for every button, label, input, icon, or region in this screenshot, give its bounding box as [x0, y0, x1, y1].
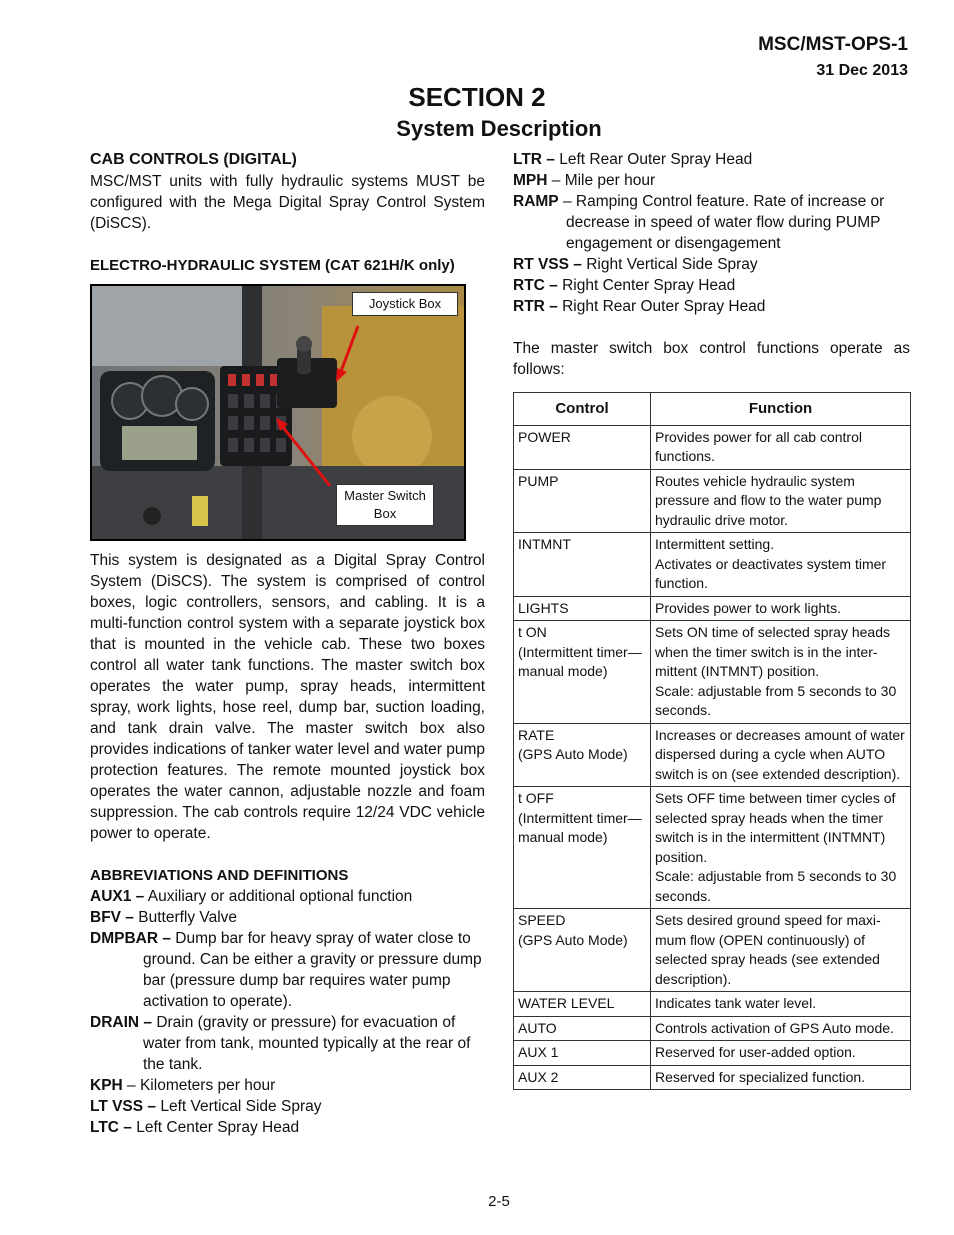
- table-row: [514, 469, 911, 533]
- abbreviation-item: [513, 254, 910, 275]
- abbreviation-definition: Left Center Spray Head: [136, 1119, 300, 1136]
- table-row: [514, 533, 911, 597]
- table-header-row: [514, 393, 911, 426]
- control-column-header: Control: [514, 393, 651, 426]
- abbreviations-list-right: [513, 149, 910, 317]
- abbreviation-term: MPH: [513, 172, 548, 189]
- function-cell: Sets desired ground speed for maxi-mum flow (OPEN continuously) of selected spray heads (see extended description).: [651, 909, 911, 992]
- function-cell: Intermittent setting. Activates or deactivates system timer function.: [651, 533, 911, 597]
- section-subtitle: System Description: [396, 116, 602, 141]
- abbreviation-term: LTR –: [513, 151, 555, 168]
- abbreviation-item: [513, 149, 910, 170]
- control-cell: SPEED (GPS Auto Mode): [514, 909, 651, 992]
- control-cell: LIGHTS: [514, 596, 651, 621]
- control-cell: t OFF (Intermittent timer—manual mode): [514, 787, 651, 909]
- control-function-table: [513, 392, 911, 1090]
- right-column: [513, 149, 910, 1090]
- abbreviation-term: RT VSS –: [513, 256, 582, 273]
- function-cell: Provides power to work lights.: [651, 596, 911, 621]
- table-row: [514, 787, 911, 909]
- abbreviation-term: RAMP: [513, 193, 559, 210]
- master-switch-intro: The master switch box control functions operate as follows:: [513, 340, 910, 378]
- abbreviation-item: [90, 907, 485, 928]
- joystick-box-callout: Joystick Box: [352, 292, 458, 316]
- function-cell: Routes vehicle hydraulic system pressure and flow to the water pump hydraulic drive motor.: [651, 469, 911, 533]
- table-row: [514, 723, 911, 787]
- control-cell: PUMP: [514, 469, 651, 533]
- abbreviation-definition: Dump bar for heavy spray of water close to ground. Can be either a gravity or pressure dump bar (pressure dump bar requires water pump activation to operate).: [143, 930, 482, 1010]
- function-cell: Increases or decreases amount of water dispersed during a cycle when AUTO switch is on (see extended description).: [651, 723, 911, 787]
- abbreviation-definition: Right Rear Outer Spray Head: [562, 298, 766, 315]
- electro-hydraulic-heading: ELECTRO-HYDRAULIC SYSTEM (CAT 621H/K only): [90, 257, 455, 274]
- control-cell: AUTO: [514, 1016, 651, 1041]
- function-column-header: Function: [651, 393, 911, 426]
- table-row: [514, 621, 911, 724]
- control-cell: t ON (Intermittent timer—manual mode): [514, 621, 651, 724]
- function-cell: Controls activation of GPS Auto mode.: [651, 1016, 911, 1041]
- abbreviation-term: LT VSS –: [90, 1098, 157, 1115]
- abbreviation-definition: Left Vertical Side Spray: [160, 1098, 322, 1115]
- function-cell: Indicates tank water level.: [651, 992, 911, 1017]
- abbreviation-definition: Right Center Spray Head: [562, 277, 736, 294]
- table-row: [514, 1065, 911, 1090]
- abbreviation-item: [513, 296, 910, 317]
- abbreviation-item: [90, 886, 485, 907]
- abbreviation-item: [513, 275, 910, 296]
- abbreviation-term: AUX1 –: [90, 888, 145, 905]
- abbreviation-term: DMPBAR –: [90, 930, 171, 947]
- abbreviation-definition: Drain (gravity or pressure) for evacuation of water from tank, mounted typically at the rear of the tank.: [143, 1014, 471, 1073]
- abbreviation-definition: Left Rear Outer Spray Head: [559, 151, 753, 168]
- section-title: SECTION 2: [408, 82, 546, 112]
- abbreviation-definition: – Ramping Control feature. Rate of increase or decrease in speed of water flow during PUMP engagement or disengagement: [562, 193, 885, 252]
- abbreviation-term: BFV –: [90, 909, 134, 926]
- control-cell: WATER LEVEL: [514, 992, 651, 1017]
- control-table-body: [514, 425, 911, 1090]
- abbreviation-item: [90, 1012, 485, 1075]
- control-cell: RATE (GPS Auto Mode): [514, 723, 651, 787]
- control-cell: INTMNT: [514, 533, 651, 597]
- abbreviation-definition: – Mile per hour: [551, 172, 656, 189]
- abbreviation-item: [90, 1096, 485, 1117]
- abbreviation-item: [90, 1117, 485, 1138]
- abbreviation-item: [513, 191, 910, 254]
- table-row: [514, 1016, 911, 1041]
- abbreviation-definition: Butterfly Valve: [138, 909, 238, 926]
- abbreviation-term: KPH: [90, 1077, 123, 1094]
- cab-controls-heading: CAB CONTROLS (DIGITAL): [90, 151, 297, 168]
- table-row: [514, 425, 911, 469]
- abbreviation-definition: Right Vertical Side Spray: [586, 256, 758, 273]
- page-number: 2-5: [488, 1193, 510, 1210]
- control-cell: AUX 1: [514, 1041, 651, 1066]
- control-cell: AUX 2: [514, 1065, 651, 1090]
- table-row: [514, 1041, 911, 1066]
- document-date: 31 Dec 2013: [816, 62, 908, 79]
- left-column: [90, 149, 485, 1138]
- abbreviation-term: RTR –: [513, 298, 558, 315]
- system-description-body: This system is designated as a Digital Spray Control System (DiSCS). The system is comprised of control boxes, logic controllers, sensors, and cabling. It is a multi-function control system with a separate joystick box that is mounted in the vehicle cab. These two boxes control all water tank functions. The master switch box operates the water pump, spray heads, intermittent spray, work lights, hose reel, dump bar, suction loading, and tank drain valve. The master switch box also provides indications of tanker water level and water pump protection features. The remote mounted joystick box operates the water cannon, adjustable nozzle and foam suppression. The cab controls require 12/24 VDC vehicle power to operate.: [90, 552, 485, 842]
- abbreviation-definition: – Kilometers per hour: [127, 1077, 276, 1094]
- function-cell: Provides power for all cab control functions.: [651, 425, 911, 469]
- function-cell: Sets OFF time between timer cycles of selected spray heads when the timer switch is in the intermittent (INTMNT) position. Scale: adjustable from 5 seconds to 30 seconds.: [651, 787, 911, 909]
- document-id: MSC/MST-OPS-1: [758, 34, 908, 55]
- abbreviation-term: LTC –: [90, 1119, 132, 1136]
- cab-photo: [90, 284, 466, 541]
- cab-controls-intro: MSC/MST units with fully hydraulic systems MUST be configured with the Mega Digital Spray Control System (DiSCS).: [90, 173, 485, 232]
- table-row: [514, 596, 911, 621]
- function-cell: Sets ON time of selected spray heads when the timer switch is in the inter-mittent (INTMNT) position. Scale: adjustable from 5 seconds to 30 seconds.: [651, 621, 911, 724]
- function-cell: Reserved for user-added option.: [651, 1041, 911, 1066]
- abbreviation-item: [90, 928, 485, 1012]
- abbreviations-list-left: [90, 886, 485, 1138]
- master-switch-box-callout: Master Switch Box: [336, 484, 434, 526]
- abbreviation-term: RTC –: [513, 277, 558, 294]
- table-row: [514, 992, 911, 1017]
- table-row: [514, 909, 911, 992]
- abbreviation-item: [90, 1075, 485, 1096]
- abbreviation-definition: Auxiliary or additional optional function: [147, 888, 413, 905]
- abbreviation-item: [513, 170, 910, 191]
- abbreviations-heading: ABBREVIATIONS AND DEFINITIONS: [90, 867, 349, 884]
- function-cell: Reserved for specialized function.: [651, 1065, 911, 1090]
- control-cell: POWER: [514, 425, 651, 469]
- abbreviation-term: DRAIN –: [90, 1014, 153, 1031]
